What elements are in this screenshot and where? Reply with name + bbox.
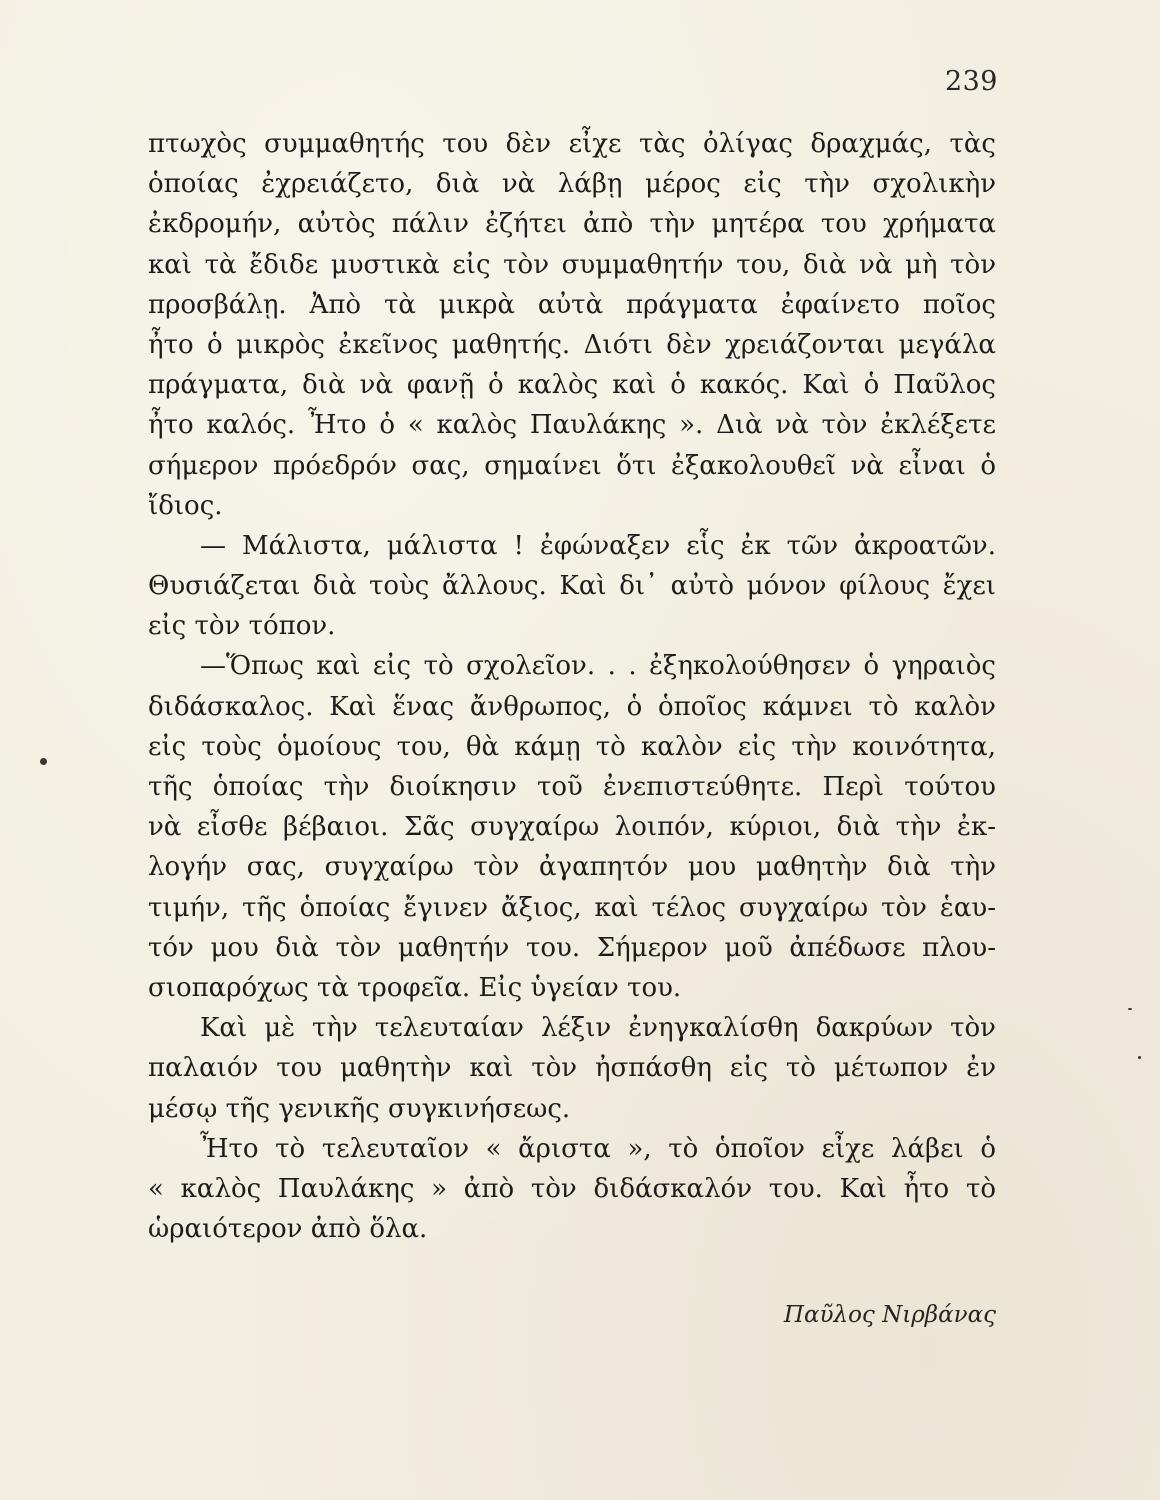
text-line: καὶ τὰ ἔδιδε μυστικὰ εἰς τὸν συμμαθητήν του, διὰ νὰ μὴ τὸν: [148, 249, 996, 280]
text-line: Ἦτο τὸ τελευταῖον « ἄριστα », τὸ ὁποῖον εἶχε λάβει ὁ: [200, 1133, 996, 1164]
ink-speck: [40, 758, 47, 765]
text-line: Καὶ μὲ τὴν τελευταίαν λέξιν ἐνηγκαλίσθη δακρύων τὸν: [200, 1013, 996, 1044]
text-line: ἐκδρομήν, αὐτὸς πάλιν ἐζήτει ἀπὸ τὴν μητέρα του χρήματα: [148, 209, 996, 240]
text-line: σιοπαρόχως τὰ τροφεῖα. Εἰς ὑγείαν του.: [148, 972, 682, 1003]
text-line: σήμερον πρόεδρόν σας, σημαίνει ὅτι ἐξακολουθεῖ νὰ εἶναι ὁ: [148, 450, 996, 481]
text-line: ἴδιος.: [148, 490, 223, 521]
text-line: ἦτο καλός. Ἦτο ὁ « καλὸς Παυλάκης ». Διὰ νὰ τὸν ἐκλέξετε: [148, 410, 996, 441]
text-line: πτωχὸς συμμαθητής του δὲν εἶχε τὰς ὀλίγας δραχμάς, τὰς: [148, 129, 996, 159]
text-line: παλαιόν του μαθητὴν καὶ τὸν ἠσπάσθη εἰς τὸ μέτωπον ἐν: [148, 1053, 996, 1084]
page-number: 239: [944, 66, 998, 97]
text-line: νὰ εἶσθε βέβαιοι. Σᾶς συγχαίρω λοιπόν, κύριοι, διὰ τὴν ἐκ-: [148, 812, 996, 843]
text-line: λογήν σας, συγχαίρω τὸν ἀγαπητόν μου μαθητὴν διὰ τὴν: [148, 852, 996, 883]
text-line: τῆς ὁποίας τὴν διοίκησιν τοῦ ἐνεπιστεύθητε. Περὶ τούτου: [148, 772, 996, 802]
ink-speck: [1128, 1008, 1132, 1010]
ink-speck: [1138, 1056, 1141, 1059]
text-line: εἰς τοὺς ὁμοίους του, θὰ κάμῃ τὸ καλὸν εἰς τὴν κοινότητα,: [148, 731, 996, 762]
text-line: πράγματα, διὰ νὰ φανῇ ὁ καλὸς καὶ ὁ κακός. Καὶ ὁ Παῦλος: [148, 370, 996, 401]
text-line: προσβάλῃ. Ἀπὸ τὰ μικρὰ αὐτὰ πράγματα ἐφαίνετο ποῖος: [148, 289, 996, 320]
text-line: ἦτο ὁ μικρὸς ἐκεῖνος μαθητής. Διότι δὲν χρειάζονται μεγάλα: [148, 329, 996, 360]
text-line: Θυσιάζεται διὰ τοὺς ἄλλους. Καὶ δι᾽ αὐτὸ μόνον φίλους ἔχει: [148, 571, 996, 602]
text-line: τιμήν, τῆς ὁποίας ἔγινεν ἄξιος, καὶ τέλος συγχαίρω τὸν ἑαυ-: [148, 892, 996, 923]
body-text: [148, 124, 996, 1249]
text-line: τόν μου διὰ τὸν μαθητήν του. Σήμερον μοῦ ἀπέδωσε πλου-: [148, 932, 996, 963]
text-line: διδάσκαλος. Καὶ ἕνας ἄνθρωπος, ὁ ὁποῖος κάμνει τὸ καλὸν: [148, 691, 996, 722]
text-line: ὁποίας ἐχρειάζετο, διὰ νὰ λάβῃ μέρος εἰς τὴν σχολικὴν: [148, 169, 996, 200]
text-line: — Μάλιστα, μάλιστα ! ἐφώναξεν εἷς ἐκ τῶν ἀκροατῶν.: [200, 530, 996, 561]
text-line: « καλὸς Παυλάκης » ἀπὸ τὸν διδάσκαλόν του. Καὶ ἦτο τὸ: [148, 1173, 996, 1204]
author-signature: Παῦλος Νιρβάνας: [783, 1302, 996, 1328]
text-line: μέσῳ τῆς γενικῆς συγκινήσεως.: [148, 1093, 571, 1124]
text-line: —Ὅπως καὶ εἰς τὸ σχολεῖον. . . ἐξηκολούθησεν ὁ γηραιὸς: [200, 651, 996, 682]
text-line: εἰς τὸν τόπον.: [148, 611, 336, 642]
text-line: ὡραιότερον ἀπὸ ὅλα.: [148, 1214, 428, 1245]
